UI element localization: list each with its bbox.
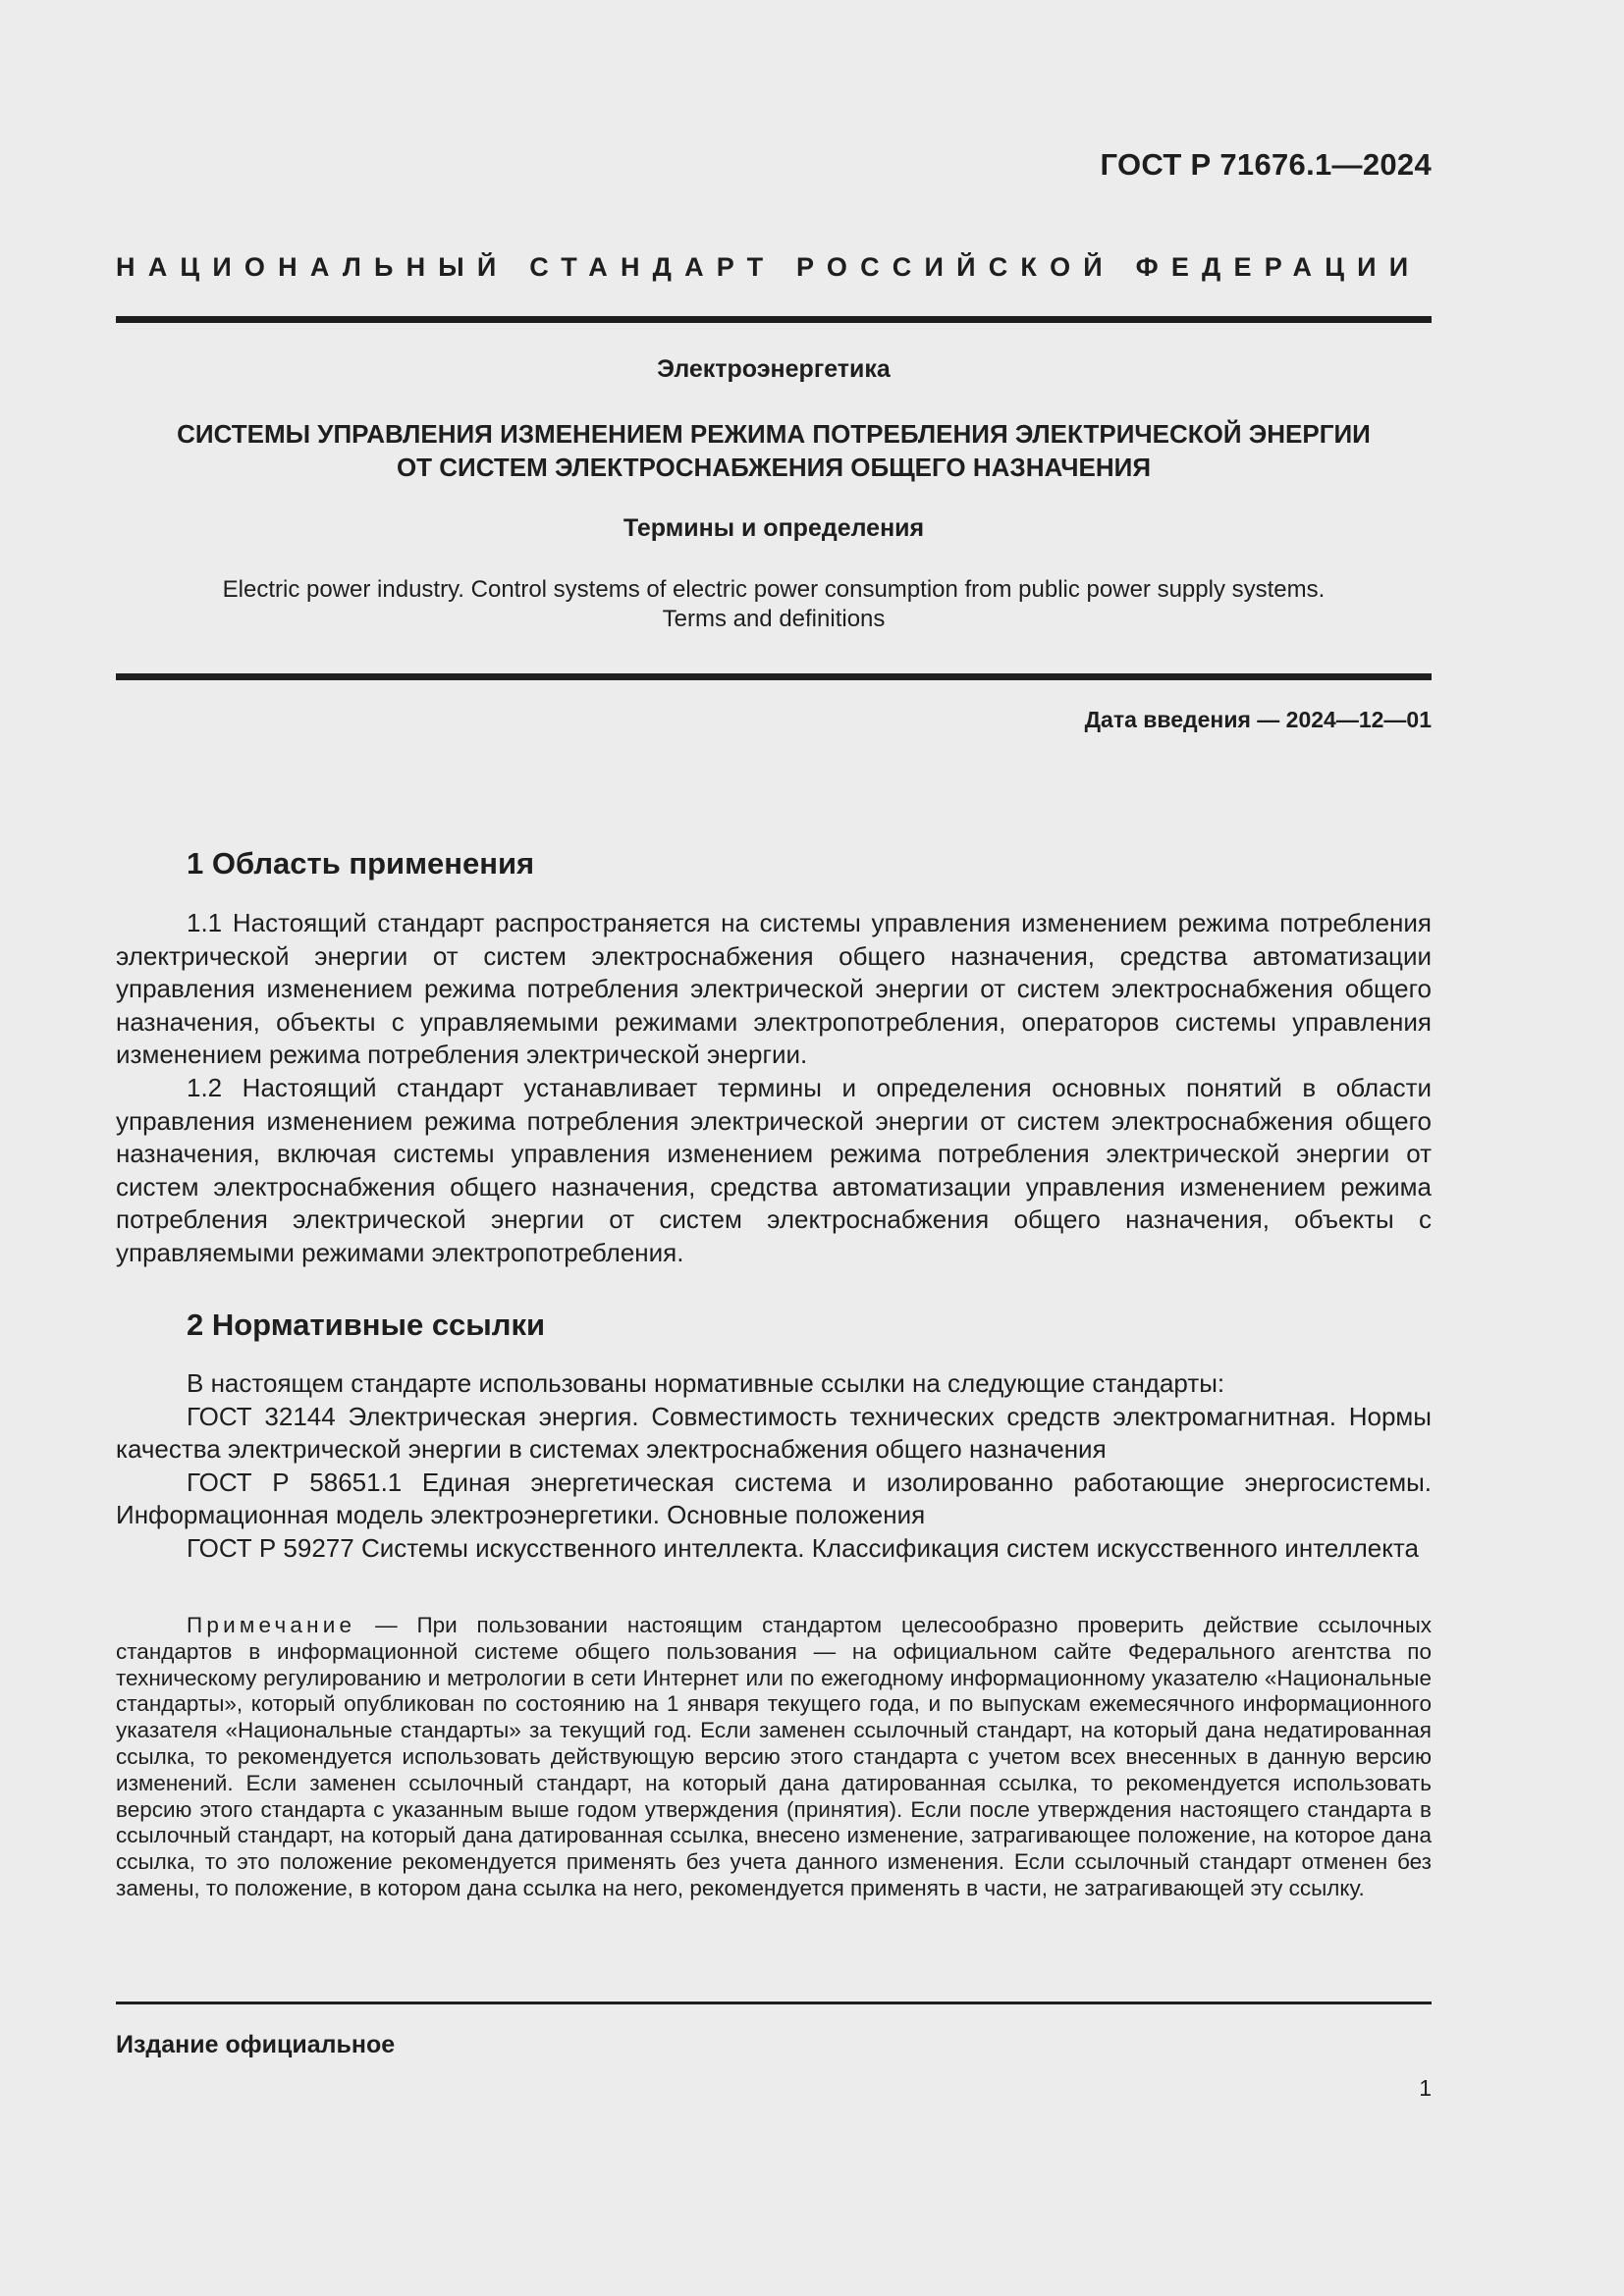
paragraph-1-1: 1.1 Настоящий стандарт распространяется на системы управления изменением режима потребления электрической энергии от систем электроснабжения общего назначения, средства автоматизации управления изменением режима потребления электрической энергии от систем электроснабжения общего назначения, объекты с управляемыми режимами электропотребления, операторов системы управления изменением режима потребления электрической энергии. (116, 908, 1432, 1070)
top-divider (116, 316, 1432, 323)
footer-divider (116, 2002, 1432, 2004)
document-title (116, 417, 1432, 484)
section-body-scope (116, 907, 1432, 1270)
page-number: 1 (1419, 2075, 1432, 2101)
title-divider (116, 673, 1432, 680)
subject-heading: Электроэнергетика (657, 355, 891, 383)
references-note (116, 1613, 1432, 1902)
reference-item: ГОСТ Р 58651.1 Единая энергетическая система и изолированно работающие энергосистемы. Информационная модель электроэнергетики. Основные положения (116, 1467, 1432, 1530)
document-title-line1: СИСТЕМЫ УПРАВЛЕНИЯ ИЗМЕНЕНИЕМ РЕЖИМА ПОТРЕБЛЕНИЯ ЭЛЕКТРИЧЕСКОЙ ЭНЕРГИИ (177, 419, 1371, 449)
english-title-line2: Terms and definitions (662, 606, 886, 632)
document-subtitle: Термины и определения (623, 514, 925, 542)
reference-item: ГОСТ Р 59277 Системы искусственного интеллекта. Классификация систем искусственного интеллекта (187, 1532, 1419, 1563)
english-title-line1: Electric power industry. Control systems of electric power consumption from public power supply systems. (222, 576, 1326, 603)
reference-item: ГОСТ 32144 Электрическая энергия. Совместимость технических средств электромагнитная. Нормы качества электрической энергии в системах электроснабжения общего назначения (116, 1401, 1432, 1465)
document-number: ГОСТ Р 71676.1—2024 (1100, 147, 1432, 182)
document-title-line2: ОТ СИСТЕМ ЭЛЕКТРОСНАБЖЕНИЯ ОБЩЕГО НАЗНАЧЕНИЯ (396, 453, 1152, 482)
paragraph-1-2: 1.2 Настоящий стандарт устанавливает термины и определения основных понятий в области управления изменением режима потребления электрической энергии от систем электроснабжения общего назначения, включая системы управления изменением режима потребления электрической энергии от систем электроснабжения общего назначения, средства автоматизации управления изменением режима потребления электрической энергии от систем электроснабжения общего назначения, объекты с управляемыми режимами электропотребления. (116, 1072, 1432, 1267)
note-label: Примечание (187, 1613, 356, 1637)
references-intro: В настоящем стандарте использованы нормативные ссылки на следующие стандарты: (187, 1368, 1225, 1398)
official-edition-label: Издание официальное (116, 2031, 396, 2058)
note-text: — При пользовании настоящим стандартом целесообразно проверить действие ссылочных стандартов в информационной системе общего пользования — на официальном сайте Федерального агентства по техническому регулированию и метрологии в сети Интернет или по ежегодному информационному указателю «Национальные стандарты», который опубликован по состоянию на 1 января текущего года, и по выпускам ежемесячного информационного указателя «Национальные стандарты» за текущий год. Если заменен ссылочный стандарт, на который дана недатированная ссылка, то рекомендуется использовать действующую версию этого стандарта с учетом всех внесенных в данную версию изменений. Если заменен ссылочный стандарт, на который дана датированная ссылка, то рекомендуется использовать версию этого стандарта с указанным выше годом утверждения (принятия). Если после утверждения настоящего стандарта в ссылочный стандарт, на который дана датированная ссылка, внесено изменение, затрагивающее положение, на которое дана ссылка, то это положение рекомендуется применять без учета данного изменения. Если ссылочный стандарт отменен без замены, то положение, в котором дана ссылка на него, рекомендуется применять в части, не затрагивающей эту ссылку. (116, 1613, 1432, 1900)
english-title (116, 575, 1432, 634)
introduction-date: Дата введения — 2024—12—01 (1084, 707, 1432, 732)
national-standard-banner: НАЦИОНАЛЬНЫЙ СТАНДАРТ РОССИЙСКОЙ ФЕДЕРАЦИИ (116, 252, 1422, 282)
section-heading-references: 2 Нормативные ссылки (187, 1308, 546, 1342)
section-heading-scope: 1 Область применения (187, 846, 535, 881)
section-body-references (116, 1367, 1432, 1566)
